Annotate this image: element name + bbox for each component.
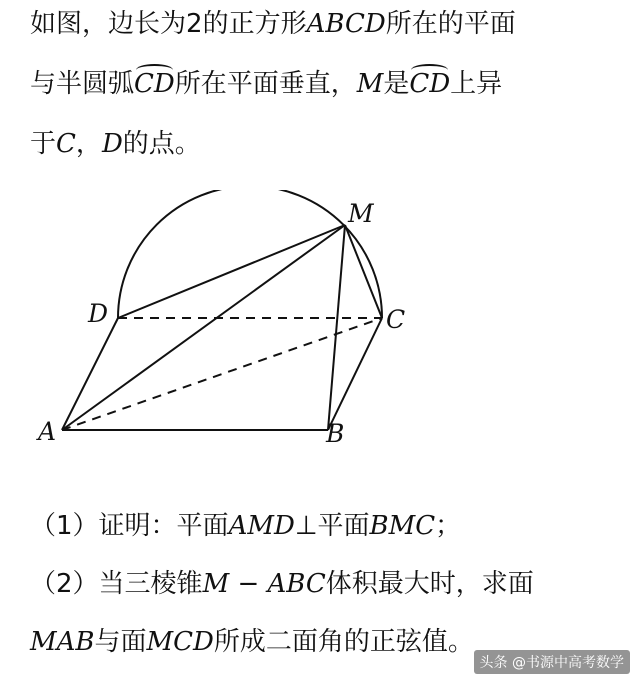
problem-line-3: 于C，D的点。 [30,129,201,159]
label-A: A [38,417,57,446]
problem-line-2: 与半圆弧CD所在平面垂直，M是CD上异 [30,66,630,102]
question-2-continued: MAB与面MCD所成二面角的正弦值。 [30,627,474,657]
edge-DM [118,225,345,318]
label-B: B [326,419,345,448]
label-C: C [386,305,406,334]
question-2: （2）当三棱锥M − ABC体积最大时，求面 [30,569,534,599]
geometry-figure [0,190,640,460]
label-M: M [348,199,374,228]
problem-line-1: 如图，边长为2的正方形ABCD所在的平面 [30,9,516,39]
edge-MC [345,225,382,318]
watermark: 头条 @书源中高考数学 [474,650,630,674]
label-D: D [88,299,109,328]
arc-cd-notation: CD [409,66,450,102]
question-1: （1）证明：平面AMD⊥平面BMC； [30,511,462,541]
arc-cd-notation: CD [134,66,175,102]
